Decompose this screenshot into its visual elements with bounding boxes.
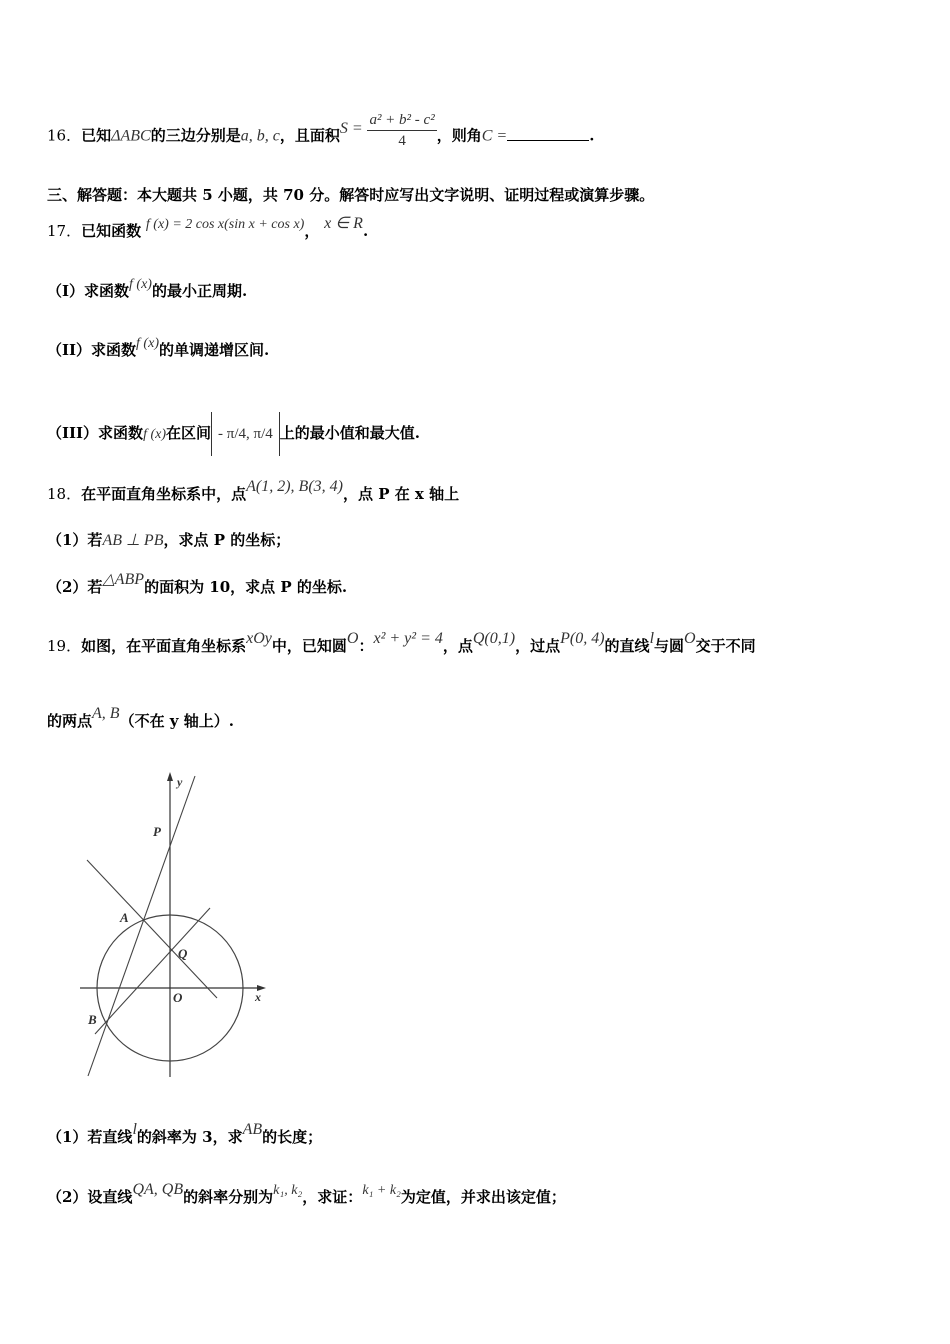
q19-part2: （2）设直线QA, QB的斜率分别为k₁, k₂，求证：k₁ + k₂为定值，并求出该定值；	[47, 1181, 566, 1206]
q17-part3: （III）求函数f (x)在区间 - π/4, π/4 上的最小值和最大值.	[47, 412, 420, 456]
q19-line2: 的两点A, B（不在 y 轴上）.	[47, 705, 234, 730]
q18-line: 18．在平面直角坐标系中，点A(1, 2), B(3, 4)，点 P 在 x 轴上	[47, 478, 460, 503]
q19-number: 19．	[47, 637, 82, 655]
interval-bracket: - π/4, π/4	[211, 412, 280, 456]
circle-equation: x² + y² = 4	[373, 630, 443, 647]
q18-number: 18．	[47, 485, 82, 503]
sides-abc: a, b, c	[240, 127, 280, 145]
answer-blank	[507, 126, 589, 141]
section3-heading: 三、解答题：本大题共 5 小题，共 70 分。解答时应写出文字说明、证明过程或演算步骤。	[47, 186, 655, 204]
q18-part2: （2）若△ABP的面积为 10，求点 P 的坐标.	[47, 571, 348, 596]
q19-figure	[75, 770, 275, 1080]
label-o: O	[173, 990, 183, 1005]
line-bq	[95, 908, 210, 1034]
area-numerator: a² + b² - c²	[367, 110, 436, 131]
label-p: P	[153, 824, 161, 839]
q19-line: 19．如图，在平面直角坐标系xOy中，已知圆O：x² + y² = 4，点Q(0,1)，过点P(0, 4)的直线l与圆O交于不同	[47, 630, 756, 655]
y-axis-arrow	[167, 772, 173, 781]
q19-part1: （1）若直线l的斜率为 3，求AB的长度；	[47, 1121, 323, 1146]
q17-number: 17．	[47, 222, 82, 240]
q17-function: f (x) = 2 cos x(sin x + cos x)	[145, 217, 305, 232]
q17-part2: （II）求函数f (x)的单调递增区间.	[47, 336, 270, 359]
q17-part1: （I）求函数f (x)的最小正周期.	[47, 277, 248, 300]
label-x: x	[255, 990, 261, 1004]
label-b: B	[88, 1012, 97, 1027]
q17-line: 17．已知函数 f (x) = 2 cos x(sin x + cos x)， x ∈ R.	[47, 215, 369, 240]
line-l	[88, 776, 195, 1076]
q18-points: A(1, 2), B(3, 4)	[246, 478, 343, 495]
area-lhs: S =	[339, 119, 363, 137]
area-denominator: 4	[398, 133, 406, 149]
q16-number: 16．	[47, 126, 82, 145]
line-aq	[87, 860, 217, 998]
angle-c-lhs: C =	[481, 127, 508, 145]
q16-line: 16．已知ΔABC的三边分别是a, b, c，且面积S = $\frac{\text{a² + b² - c²}}{4}$ ，则角C = .	[47, 112, 595, 149]
area-fraction	[367, 110, 436, 151]
q18-part1: （1）若AB ⊥ PB，求点 P 的坐标；	[47, 531, 291, 549]
label-a: A	[120, 910, 129, 925]
triangle-abc: ΔABC	[111, 127, 151, 145]
label-y: y	[177, 775, 183, 789]
label-q: Q	[178, 946, 188, 961]
q17-domain: x ∈ R	[324, 215, 363, 232]
